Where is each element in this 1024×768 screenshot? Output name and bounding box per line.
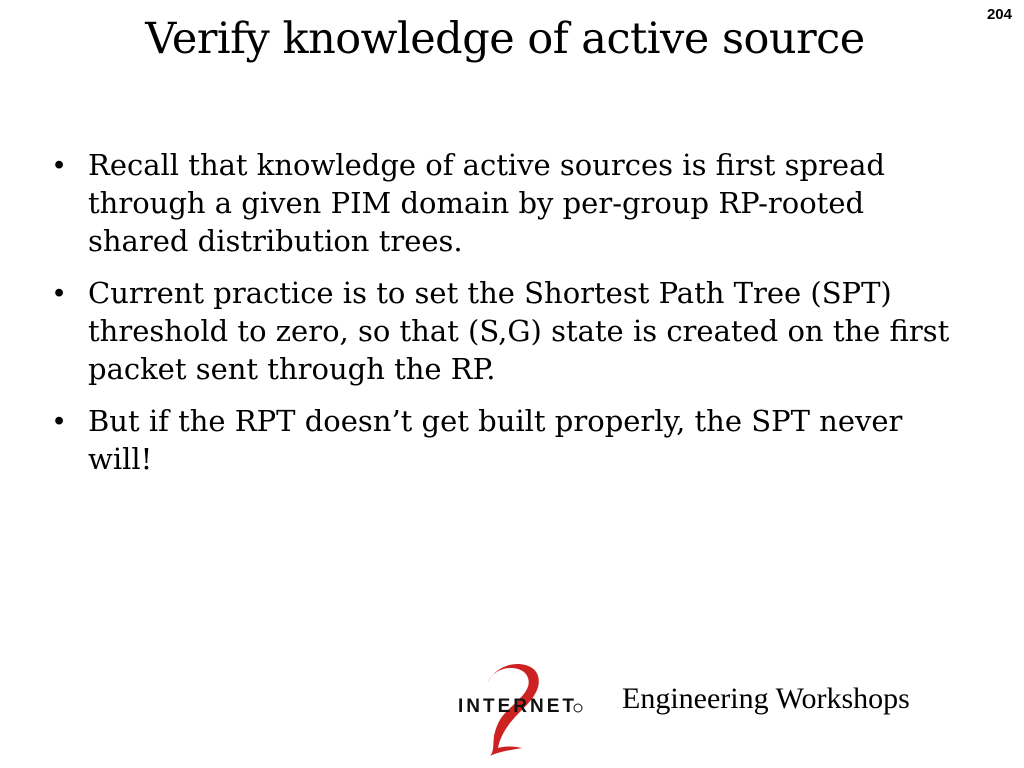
bullet-item [54, 402, 954, 478]
internet2-logo [456, 660, 586, 760]
bullet-item [54, 274, 954, 388]
bullet-dot-icon: • [54, 149, 65, 181]
slide-number: 204 [986, 6, 1012, 23]
internet2-wordmark: INTERNET [458, 696, 577, 717]
bullet-text: But if the RPT doesn’t get built properly, the SPT never will! [88, 404, 903, 476]
footer-caption: Engineering Workshops [622, 682, 910, 715]
bullet-dot-icon: • [54, 277, 65, 309]
bullet-list [54, 146, 954, 492]
bullet-text: Recall that knowledge of active sources is first spread through a given PIM domain by per-group RP-rooted shared distribution trees. [88, 148, 885, 258]
slide-title: Verify knowledge of active source [145, 14, 865, 64]
bullet-item [54, 146, 954, 260]
bullet-text: Current practice is to set the Shortest Path Tree (SPT) threshold to zero, so that (S,G) state is created on the first packet sent through the RP. [88, 276, 950, 386]
bullet-dot-icon: • [54, 405, 65, 437]
